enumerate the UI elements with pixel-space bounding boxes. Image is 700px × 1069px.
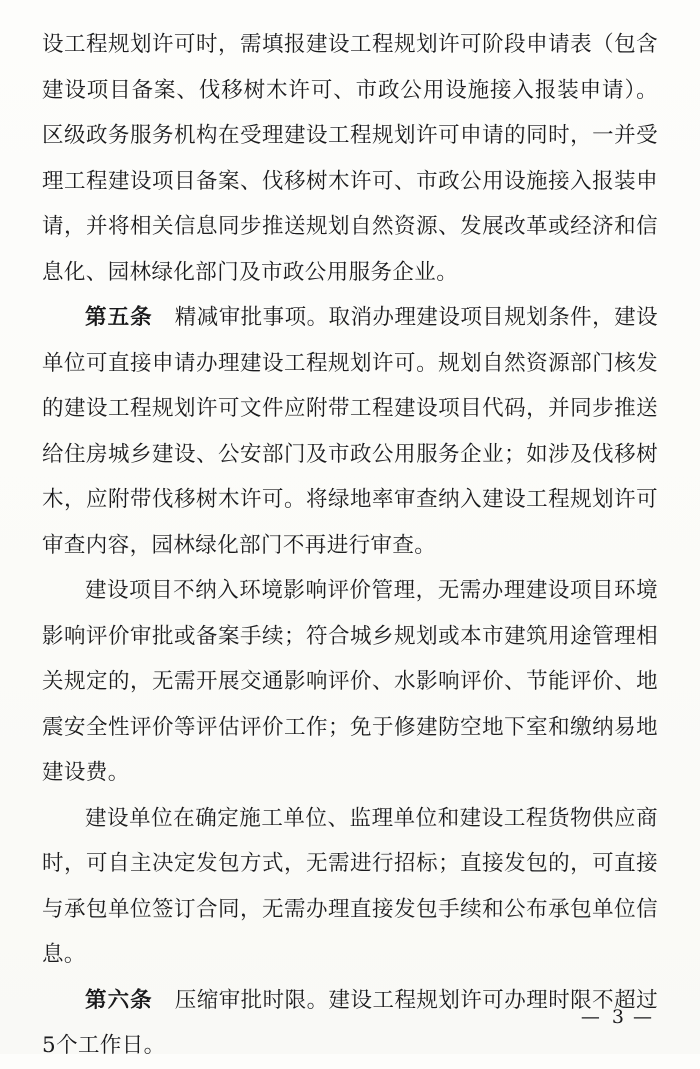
article-label-6: 第六条: [85, 987, 153, 1013]
page-number: 3: [611, 1006, 627, 1028]
paragraph-text: 建设单位在确定施工单位、监理单位和建设工程货物供应商时，可自主决定发包方式，无需进行招标；直接发包的，可直接与承包单位签订合同，无需办理直接发包手续和公布承包单位信息。: [42, 805, 658, 967]
paragraph-continuation: [42, 22, 658, 295]
article-label-5: 第五条: [85, 305, 153, 330]
paragraph-contracting: [42, 796, 658, 978]
paragraph-text: 精减审批事项。取消办理建设项目规划条件，建设单位可直接申请办理建设工程规划许可。规划自然资源部门核发的建设工程规划许可文件应附带工程建设项目代码，并同步推送给住房城乡建设、公安部门及市政公用服务企业；如涉及伐移树木，应附带伐移树木许可。将绿地率审查纳入建设工程规划许可审查内容，园林绿化部门不再进行审查。: [42, 305, 658, 558]
paragraph-environment: [42, 568, 658, 796]
document-body: [42, 22, 658, 1069]
paragraph-text: 建设项目不纳入环境影响评价管理，无需办理建设项目环境影响评价审批或备案手续；符合城乡规划或本市建筑用途管理相关规定的，无需开展交通影响评价、水影响评价、节能评价、地震安全性评价等评估评价工作；免于修建防空地下室和缴纳易地建设费。: [42, 578, 658, 785]
paragraph-text: 设工程规划许可时，需填报建设工程规划许可阶段申请表（包含建设项目备案、伐移树木许可、市政公用设施接入报装申请）。区级政务服务机构在受理建设工程规划许可申请的同时，一并受理工程建设项目备案、伐移树木许可、市政公用设施接入报装申请，并将相关信息同步推送规划自然资源、发展改革或经济和信息化、园林绿化部门及市政公用服务企业。: [42, 32, 658, 285]
footer-left-dash: —: [580, 1006, 606, 1028]
footer-right-dash: —: [633, 1006, 658, 1028]
paragraph-article-5: [42, 295, 658, 568]
page-footer: [42, 1006, 658, 1028]
paragraph-text: 压缩审批时限。建设工程规划许可办理时限不超过5个工作日。: [42, 987, 658, 1058]
